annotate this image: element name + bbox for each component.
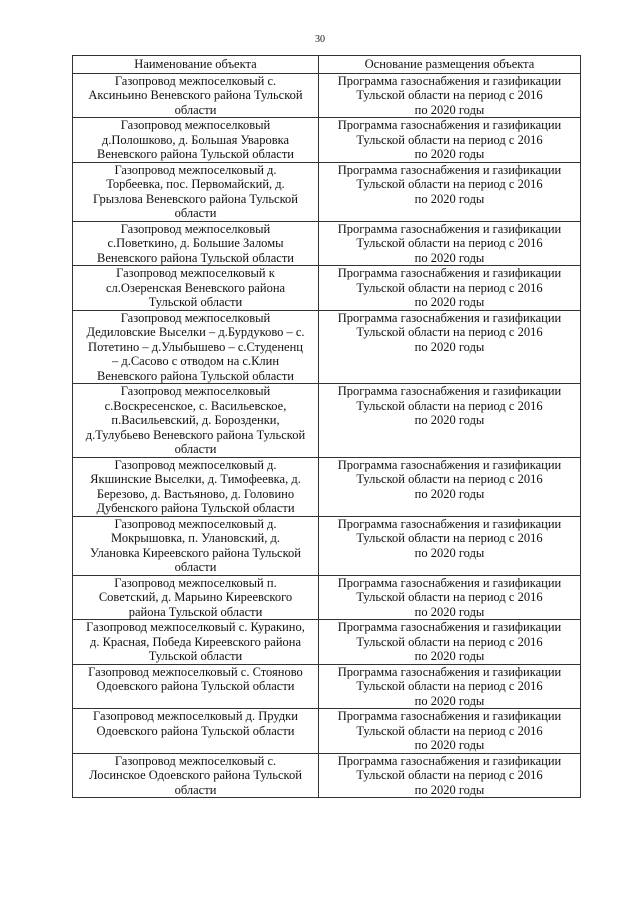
table-row: [73, 457, 581, 516]
object-name-cell: Газопровод межпоселковый п. Советский, д. Марьино Киреевского района Тульской области: [73, 575, 319, 620]
table-row: [73, 73, 581, 118]
table-row: [73, 266, 581, 311]
object-name-cell: Газопровод межпоселковый Дедиловские Выселки – д.Бурдуково – с. Потетино – д.Улыбышево – с.Студененц – д.Сасово с отводом на с.Клин Веневского района Тульской области: [73, 310, 319, 384]
table-row: [73, 753, 581, 798]
basis-cell: Программа газоснабжения и газификации Тульской области на период с 2016 по 2020 годы: [319, 310, 581, 384]
objects-table: [72, 55, 581, 798]
object-name-cell: Газопровод межпоселковый с. Стояново Одоевского района Тульской области: [73, 664, 319, 709]
table-row: [73, 516, 581, 575]
basis-cell: Программа газоснабжения и газификации Тульской области на период с 2016 по 2020 годы: [319, 516, 581, 575]
object-name-cell: Газопровод межпоселковый д.Полошково, д. Большая Уваровка Веневского района Тульской области: [73, 118, 319, 163]
basis-cell: Программа газоснабжения и газификации Тульской области на период с 2016 по 2020 годы: [319, 221, 581, 266]
object-name-cell: Газопровод межпоселковый с. Куракино, д. Красная, Победа Киреевского района Тульской области: [73, 620, 319, 665]
basis-cell: Программа газоснабжения и газификации Тульской области на период с 2016 по 2020 годы: [319, 73, 581, 118]
table-row: [73, 620, 581, 665]
basis-cell: Программа газоснабжения и газификации Тульской области на период с 2016 по 2020 годы: [319, 709, 581, 754]
table-row: [73, 575, 581, 620]
basis-cell: Программа газоснабжения и газификации Тульской области на период с 2016 по 2020 годы: [319, 162, 581, 221]
header-basis: Основание размещения объекта: [319, 56, 581, 74]
basis-cell: Программа газоснабжения и газификации Тульской области на период с 2016 по 2020 годы: [319, 118, 581, 163]
object-name-cell: Газопровод межпоселковый с. Лосинское Одоевского района Тульской области: [73, 753, 319, 798]
table-row: [73, 709, 581, 754]
basis-cell: Программа газоснабжения и газификации Тульской области на период с 2016 по 2020 годы: [319, 457, 581, 516]
basis-cell: Программа газоснабжения и газификации Тульской области на период с 2016 по 2020 годы: [319, 620, 581, 665]
object-name-cell: Газопровод межпоселковый д. Торбеевка, пос. Первомайский, д. Грызлова Веневского района Тульской области: [73, 162, 319, 221]
basis-cell: Программа газоснабжения и газификации Тульской области на период с 2016 по 2020 годы: [319, 753, 581, 798]
table-header-row: [73, 56, 581, 74]
table-row: [73, 310, 581, 384]
basis-cell: Программа газоснабжения и газификации Тульской области на период с 2016 по 2020 годы: [319, 664, 581, 709]
object-name-cell: Газопровод межпоселковый с.Поветкино, д. Большие Заломы Веневского района Тульской области: [73, 221, 319, 266]
header-object-name: Наименование объекта: [73, 56, 319, 74]
table-row: [73, 221, 581, 266]
basis-cell: Программа газоснабжения и газификации Тульской области на период с 2016 по 2020 годы: [319, 266, 581, 311]
object-name-cell: Газопровод межпоселковый д. Якшинские Выселки, д. Тимофеевка, д. Березово, д. Вастьяново, д. Головино Дубенского района Тульской области: [73, 457, 319, 516]
table-row: [73, 118, 581, 163]
table-body: [73, 73, 581, 798]
object-name-cell: Газопровод межпоселковый д. Прудки Одоевского района Тульской области: [73, 709, 319, 754]
object-name-cell: Газопровод межпоселковый д. Мокрышовка, п. Улановский, д. Улановка Киреевского района Тульской области: [73, 516, 319, 575]
table-row: [73, 162, 581, 221]
object-name-cell: Газопровод межпоселковый с. Аксиньино Веневского района Тульской области: [73, 73, 319, 118]
table-row: [73, 664, 581, 709]
object-name-cell: Газопровод межпоселковый к сл.Озеренская Веневского района Тульской области: [73, 266, 319, 311]
basis-cell: Программа газоснабжения и газификации Тульской области на период с 2016 по 2020 годы: [319, 575, 581, 620]
page-number: 30: [315, 34, 325, 45]
basis-cell: Программа газоснабжения и газификации Тульской области на период с 2016 по 2020 годы: [319, 384, 581, 458]
object-name-cell: Газопровод межпоселковый с.Воскресенское, с. Васильевское, п.Васильевский, д. Борозденки, д.Тулубьево Веневского района Тульской области: [73, 384, 319, 458]
table-row: [73, 384, 581, 458]
